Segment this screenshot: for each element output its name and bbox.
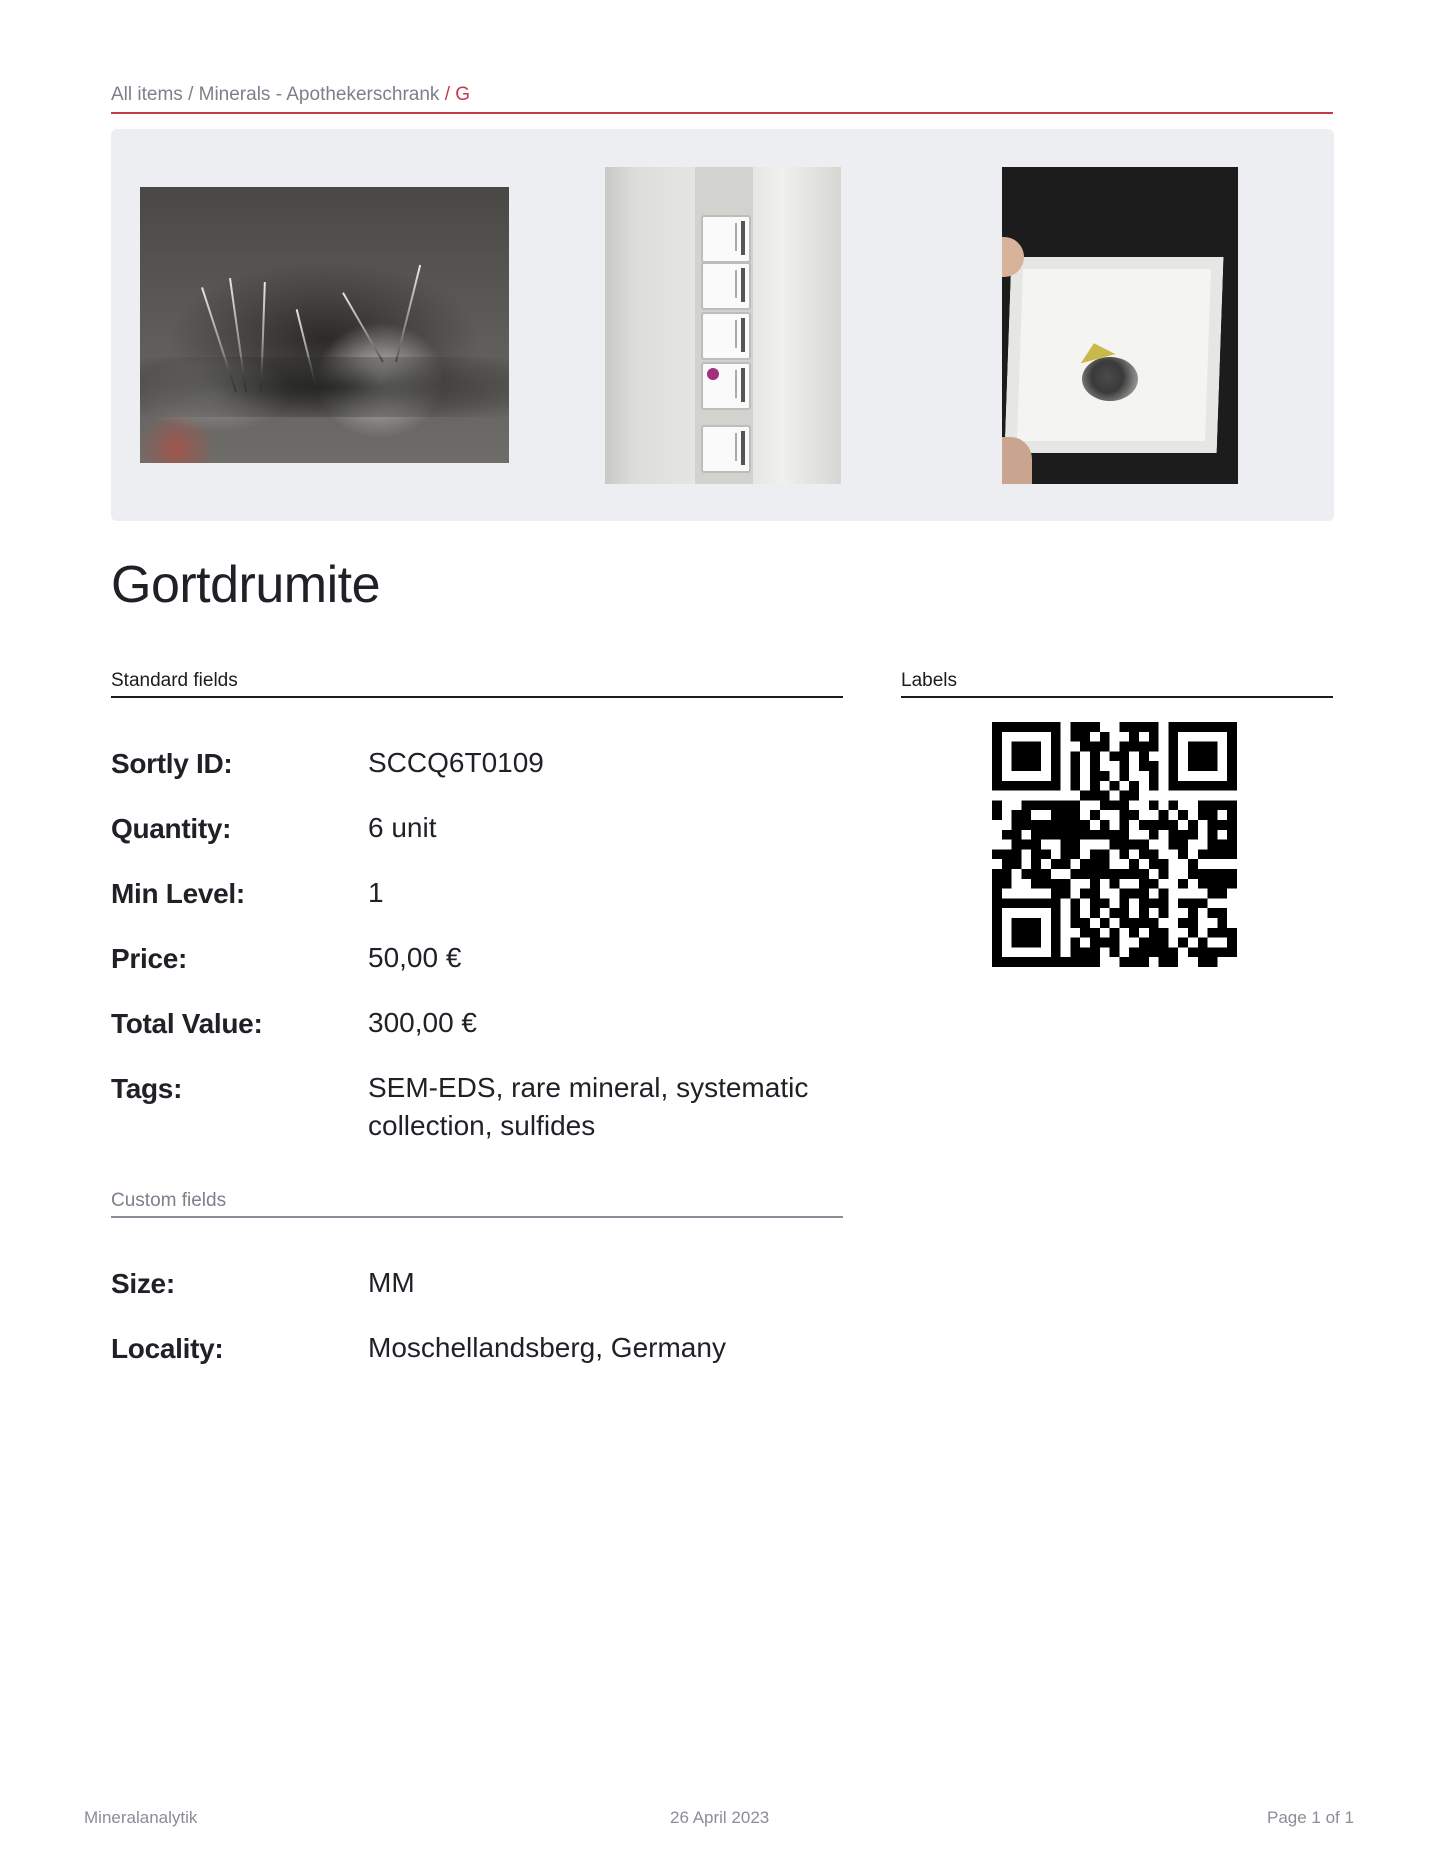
photo-crystals-macro — [140, 187, 509, 463]
qr-code-icon — [992, 722, 1237, 967]
photo-specimen-drawer — [605, 167, 841, 484]
standard-fields-heading: Standard fields — [111, 670, 843, 698]
breadcrumb — [111, 84, 1333, 114]
field-value: 50,00 € — [368, 942, 462, 973]
field-value: SCCQ6T0109 — [368, 747, 544, 778]
custom-fields-heading: Custom fields — [111, 1190, 843, 1218]
field-label: Locality: — [111, 1333, 224, 1364]
field-value: Moschellandsberg, Germany — [368, 1332, 726, 1363]
footer-organization: Mineralanalytik — [84, 1808, 198, 1827]
field-label: Sortly ID: — [111, 748, 233, 779]
photo-specimen-box — [1002, 167, 1238, 484]
labels-heading: Labels — [901, 670, 1333, 698]
field-value: MM — [368, 1267, 415, 1298]
field-value: 1 — [368, 877, 384, 908]
footer-date: 26 April 2023 — [670, 1808, 770, 1827]
photo-gallery — [111, 129, 1334, 521]
field-label: Quantity: — [111, 813, 232, 844]
breadcrumb-current: / G — [444, 84, 471, 105]
field-value: 300,00 € — [368, 1007, 477, 1038]
field-value: SEM-EDS, rare mineral, systematic collection, sulfides — [368, 1072, 809, 1141]
field-label: Price: — [111, 943, 188, 974]
field-value: 6 unit — [368, 812, 437, 843]
item-title: Gortdrumite — [111, 556, 381, 614]
footer-page-number: Page 1 of 1 — [1267, 1808, 1354, 1827]
field-label: Tags: — [111, 1073, 183, 1104]
field-label: Total Value: — [111, 1008, 263, 1039]
field-label: Min Level: — [111, 878, 245, 909]
field-label: Size: — [111, 1268, 175, 1299]
breadcrumb-path[interactable]: All items / Minerals - Apothekerschrank — [111, 84, 445, 105]
